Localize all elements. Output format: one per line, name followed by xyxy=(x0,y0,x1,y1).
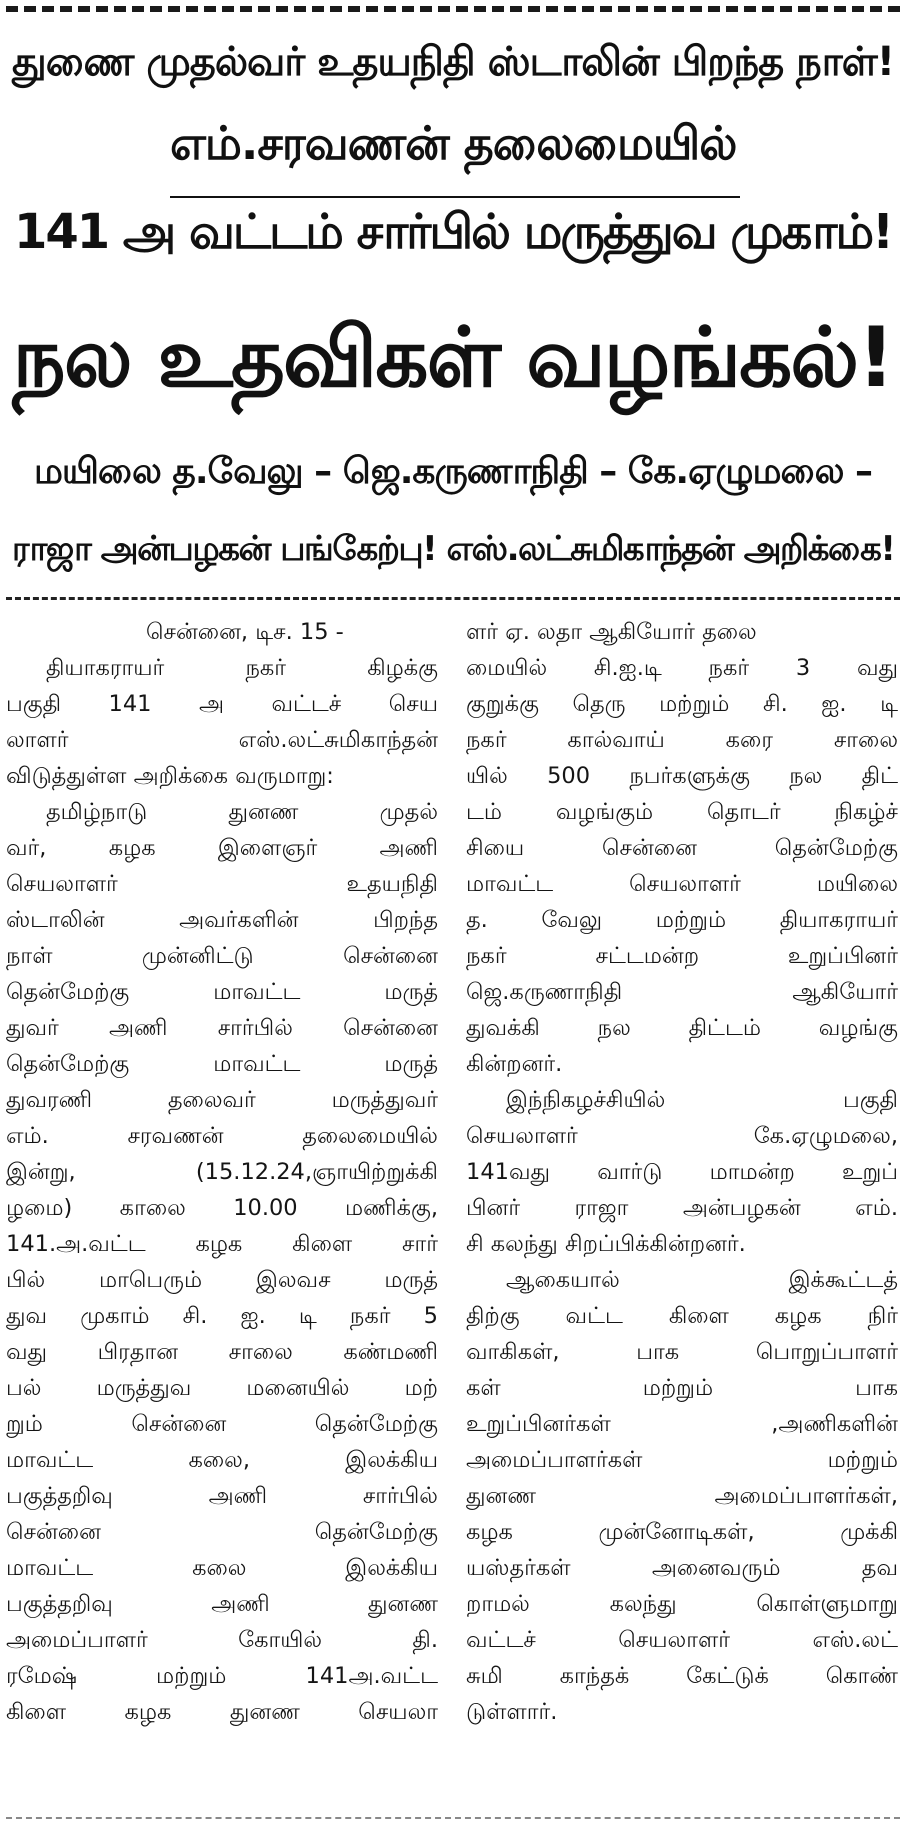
article-line: செயலாளர் உதயநிதி xyxy=(6,871,438,897)
article-line: தமிழ்நாடு துனண முதல் xyxy=(46,799,438,825)
article-line: குறுக்கு தெரு மற்றும் சி. ஐ. டி xyxy=(466,691,898,717)
headline-subkicker: எம்.சரவணன் தலைமையில் xyxy=(170,116,737,170)
article-line: நகர் சட்டமன்ற உறுப்பினர் xyxy=(466,943,898,969)
headline-rule xyxy=(170,196,740,198)
article-line: வது பிரதான சாலை கண்மணி xyxy=(6,1339,438,1365)
top-dashed-border xyxy=(6,6,900,12)
article-line: அமைப்பாளர் கோயில் தி. xyxy=(6,1627,438,1653)
article-line: கள் மற்றும் பாக xyxy=(466,1375,898,1401)
article-line: மாவட்ட செயலாளர் மயிலை xyxy=(466,871,898,897)
article-line: வாகிகள், பாக பொறுப்பாளர் xyxy=(466,1339,898,1365)
article-line: மாவட்ட கலை, இலக்கிய xyxy=(6,1447,438,1473)
section-divider xyxy=(6,597,900,600)
article-line: ளர் ஏ. லதா ஆகியோர் தலை xyxy=(466,619,757,645)
bottom-dashed-border xyxy=(6,1817,900,1819)
article-line: தென்மேற்கு மாவட்ட மருத் xyxy=(6,1051,438,1077)
article-line: ஜெ.கருணாநிதி ஆகியோர் xyxy=(466,979,898,1005)
article-line: யஸ்தர்கள் அனைவரும் தவ xyxy=(466,1555,898,1581)
article-line: பகுத்தறிவு அணி சார்பில் xyxy=(6,1483,438,1509)
article-line: நகர் கால்வாய் கரை சாலை xyxy=(466,727,898,753)
article-line: கழக முன்னோடிகள், முக்கி xyxy=(466,1519,898,1545)
article-line: எம். சரவணன் தலைமையில் xyxy=(6,1123,438,1149)
article-line: யில் 500 நபர்களுக்கு நல திட் xyxy=(466,763,898,789)
article-line: செயலாளர் கே.ஏழுமலை, xyxy=(466,1123,898,1149)
article-line: பகுத்தறிவு அணி துனண xyxy=(6,1591,438,1617)
headline-participants: மயிலை த.வேலு – ஜெ.கருணாநிதி – கே.ஏழுமலை – xyxy=(34,451,872,492)
article-line: ஸ்டாலின் அவர்களின் பிறந்த xyxy=(6,907,438,933)
article-line: டுள்ளார். xyxy=(466,1699,558,1725)
article-line: அமைப்பாளர்கள் மற்றும் xyxy=(466,1447,898,1473)
article-line: துவக்கி நல திட்டம் வழங்கு xyxy=(466,1015,898,1041)
article-line: தியாகராயர் நகர் கிழக்கு xyxy=(46,655,438,681)
headline-main: 141 அ வட்டம் சார்பில் மருத்துவ முகாம்! xyxy=(14,204,892,260)
article-line: துவரணி தலைவர் மருத்துவர் xyxy=(6,1087,438,1113)
article-line: மையில் சி.ஐ.டி நகர் 3 வது xyxy=(466,655,898,681)
article-line: றாமல் கலந்து கொள்ளுமாறு xyxy=(466,1591,898,1617)
article-line: பகுதி 141 அ வட்டச் செய xyxy=(6,691,438,717)
article-line: நாள் முன்னிட்டு சென்னை xyxy=(6,943,438,969)
article-line: மாவட்ட கலை இலக்கிய xyxy=(6,1555,438,1581)
article-line: பில் மாபெரும் இலவச மருத் xyxy=(6,1267,438,1293)
article-line: த. வேலு மற்றும் தியாகராயர் xyxy=(466,907,898,933)
article-line: இந்நிகழச்சியில் பகுதி xyxy=(506,1087,898,1113)
article-line: லாளர் எஸ்.லட்சுமிகாந்தன் xyxy=(6,727,438,753)
article-line: தென்மேற்கு மாவட்ட மருத் xyxy=(6,979,438,1005)
article-line: வர், கழக இளைஞர் அணி xyxy=(6,835,438,861)
article-line: 141.அ.வட்ட கழக கிளை சார் xyxy=(6,1231,438,1257)
headline-kicker: துணை முதல்வர் உதயநிதி ஸ்டாலின் பிறந்த நாள்! xyxy=(12,39,895,85)
article-line: சுமி காந்தக் கேட்டுக் கொண் xyxy=(466,1663,898,1689)
article-line: பல் மருத்துவ மனையில் மற் xyxy=(6,1375,438,1401)
article-line: துவ முகாம் சி. ஐ. டி நகர் 5 xyxy=(6,1303,438,1329)
article-line: சியை சென்னை தென்மேற்கு xyxy=(466,835,898,861)
article-column-right xyxy=(466,614,898,1730)
article-column-left xyxy=(6,614,438,1730)
article-line: உறுப்பினர்கள் ,அணிகளின் xyxy=(466,1411,898,1437)
article-line: கின்றனர். xyxy=(466,1051,563,1077)
article-line: சென்னை, டிச. 15 - xyxy=(146,619,344,645)
article-line: இன்று, (15.12.24,ஞாயிற்றுக்கி xyxy=(6,1159,438,1185)
headline-participants-second: ராஜா அன்பழகன் பங்கேற்பு! எஸ்.லட்சுமிகாந்தன் அறிக்கை! xyxy=(12,529,895,569)
article-line: ஆகையால் இக்கூட்டத் xyxy=(506,1267,898,1293)
headline-main-second: நல உதவிகள் வழங்கல்! xyxy=(12,309,893,406)
article-line: கிளை கழக துனண செயலா xyxy=(6,1699,438,1725)
article-line: றும் சென்னை தென்மேற்கு xyxy=(6,1411,438,1437)
article-line: சென்னை தென்மேற்கு xyxy=(6,1519,438,1545)
article-line: ரமேஷ் மற்றும் 141அ.வட்ட xyxy=(6,1663,438,1689)
article-line: டம் வழங்கும் தொடர் நிகழ்ச் xyxy=(466,799,898,825)
article-line: ழமை) காலை 10.00 மணிக்கு, xyxy=(6,1195,438,1221)
article-line: துனண அமைப்பாளர்கள், xyxy=(466,1483,898,1509)
article-line: பினர் ராஜா அன்பழகன் எம். xyxy=(466,1195,898,1221)
article-line: சி கலந்து சிறப்பிக்கின்றனர். xyxy=(466,1231,746,1257)
article-line: துவர் அணி சார்பில் சென்னை xyxy=(6,1015,438,1041)
article-line: வட்டச் செயலாளர் எஸ்.லட் xyxy=(466,1627,898,1653)
article-line: விடுத்துள்ள அறிக்கை வருமாறு: xyxy=(6,763,334,789)
article-line: திற்கு வட்ட கிளை கழக நிர் xyxy=(466,1303,898,1329)
article-line: 141வது வார்டு மாமன்ற உறுப் xyxy=(466,1159,898,1185)
